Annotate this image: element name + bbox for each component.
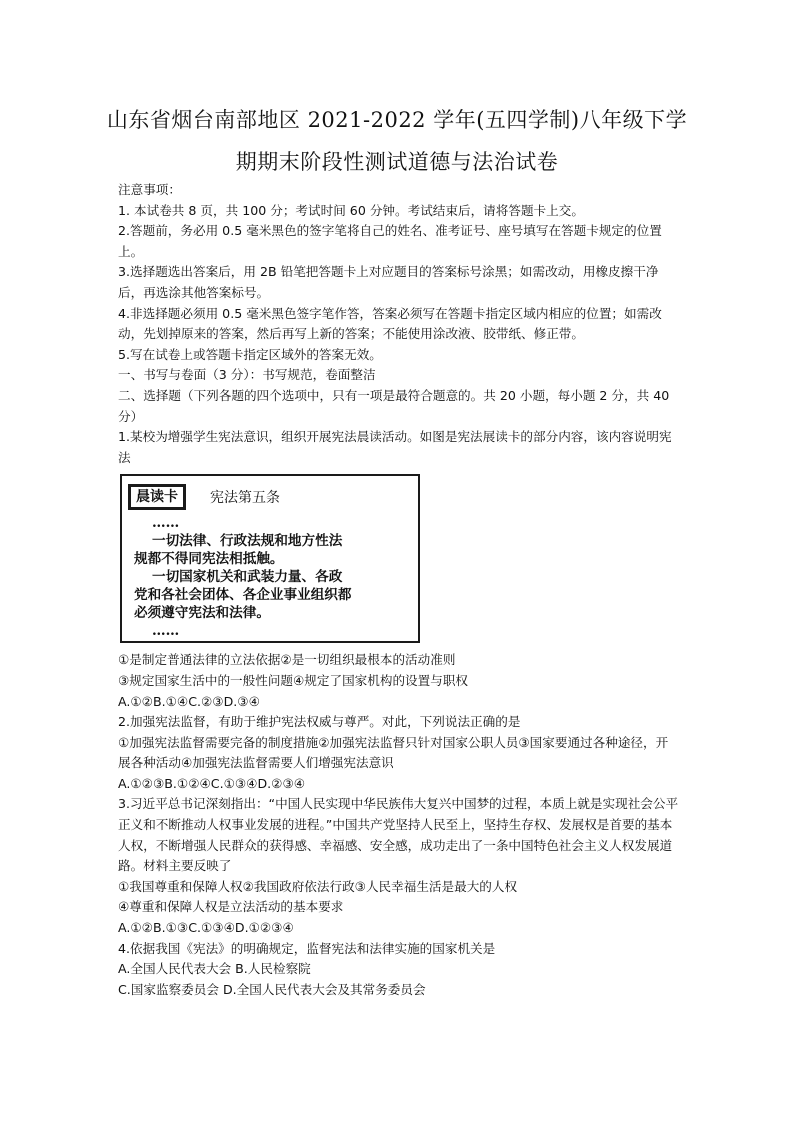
question-1-options: A.①②B.①④C.②③D.③④: [118, 693, 260, 709]
question-1-items-2: ③规定国家生活中的一般性问题④规定了国家机构的设置与职权: [118, 672, 469, 688]
reading-card-tag: 晨读卡: [128, 484, 186, 510]
reading-card-title: 宪法第五条: [210, 490, 280, 507]
reading-card: [120, 474, 420, 643]
question-1-items-1: ①是制定普通法律的立法依据②是一切组织最根本的活动准则: [118, 652, 456, 668]
note-item-5: 5.写在试卷上或答题卡指定区域外的答案无效。: [118, 346, 382, 362]
card-line: 必须遵守宪法和法律。: [134, 605, 270, 622]
card-line: 规都不得同宪法相抵触。: [134, 551, 284, 568]
note-item-4: 4.非选择题必须用 0.5 毫米黑色签字笔作答，答案必须写在答题卡指定区域内相应的位置；如需改动，先划掉原来的答案，然后再写上新的答案；不能使用涂改液、胶带纸、修正带。: [118, 305, 662, 342]
question-2-stem: 2.加强宪法监督，有助于维护宪法权威与尊严。对此，下列说法正确的是: [118, 714, 521, 730]
reading-card-body: [134, 514, 412, 640]
notes-heading: 注意事项：: [118, 182, 181, 197]
question-3-stem: 3.习近平总书记深刻指出：“中国人民实现中华民族伟大复兴中国梦的过程，本质上就是实现社会公平正义和不断推动人权事业发展的进程。”中国共产党坚持人民至上，坚持生存权、发展权是首要的基本人权，不断增强人民群众的获得感、幸福感、安全感，成功走出了一条中国特色社会主义人权发展道路。材料主要反映了: [118, 796, 679, 874]
question-3-items-2: ④尊重和保障人权是立法活动的基本要求: [118, 899, 344, 915]
question-3-items-1: ①我国尊重和保障人权②我国政府依法行政③人民幸福生活是最大的人权: [118, 878, 518, 894]
question-2-options: A.①②③B.①②④C.①③④D.②③④: [118, 775, 306, 791]
card-line: ……: [152, 623, 180, 640]
question-4-options-2: C.国家监察委员会 D.全国人民代表大会及其常务委员会: [118, 981, 426, 997]
exam-content: [118, 180, 680, 1000]
question-3-options: A.①②B.①③C.①③④D.①②③④: [118, 920, 294, 936]
card-line: ……: [152, 515, 180, 532]
question-4-options-1: A.全国人民代表大会 B.人民检察院: [118, 961, 311, 977]
note-item-1: 1. 本试卷共 8 页，共 100 分；考试时间 60 分钟。考试结束后，请将答题卡上交。: [118, 202, 584, 218]
exam-title-line1: 山东省烟台南部地区 2021-2022 学年(五四学制)八年级下学: [106, 108, 688, 132]
card-line: 一切国家机关和武装力量、各政: [152, 569, 343, 586]
note-item-2: 2.答题前，务必用 0.5 毫米黑色的签字笔将自己的姓名、准考证号、座号填写在答题卡规定的位置上。: [118, 223, 662, 259]
question-4-stem: 4.依据我国《宪法》的明确规定，监督宪法和法律实施的国家机关是: [118, 940, 496, 956]
card-line: 党和各社会团体、各企业事业组织都: [134, 587, 352, 604]
section-1-heading: 一、书写与卷面（3 分）：书写规范，卷面整洁: [118, 367, 376, 383]
note-item-3: 3.选择题选出答案后，用 2B 铅笔把答题卡上对应题目的答案标号涂黑；如需改动，用橡皮擦干净后，再选涂其他答案标号。: [118, 264, 659, 300]
reading-card-figure: [118, 472, 680, 650]
question-1-stem: 1.某校为增强学生宪法意识，组织开展宪法晨读活动。如图是宪法展读卡的部分内容，该内容说明宪法: [118, 429, 672, 465]
question-2-items: ①加强宪法监督需要完备的制度措施②加强宪法监督只针对国家公职人员③国家要通过各种途径，开展各种活动④加强宪法监督需要人们增强宪法意识: [118, 734, 669, 771]
section-2-heading: 二、选择题（下列各题的四个选项中，只有一项是最符合题意的。共 20 小题，每小题 2 分，共 40 分）: [118, 387, 670, 424]
exam-title-line2: 期期末阶段性测试道德与法治试卷: [235, 150, 559, 174]
card-line: 一切法律、行政法规和地方性法: [152, 533, 343, 550]
